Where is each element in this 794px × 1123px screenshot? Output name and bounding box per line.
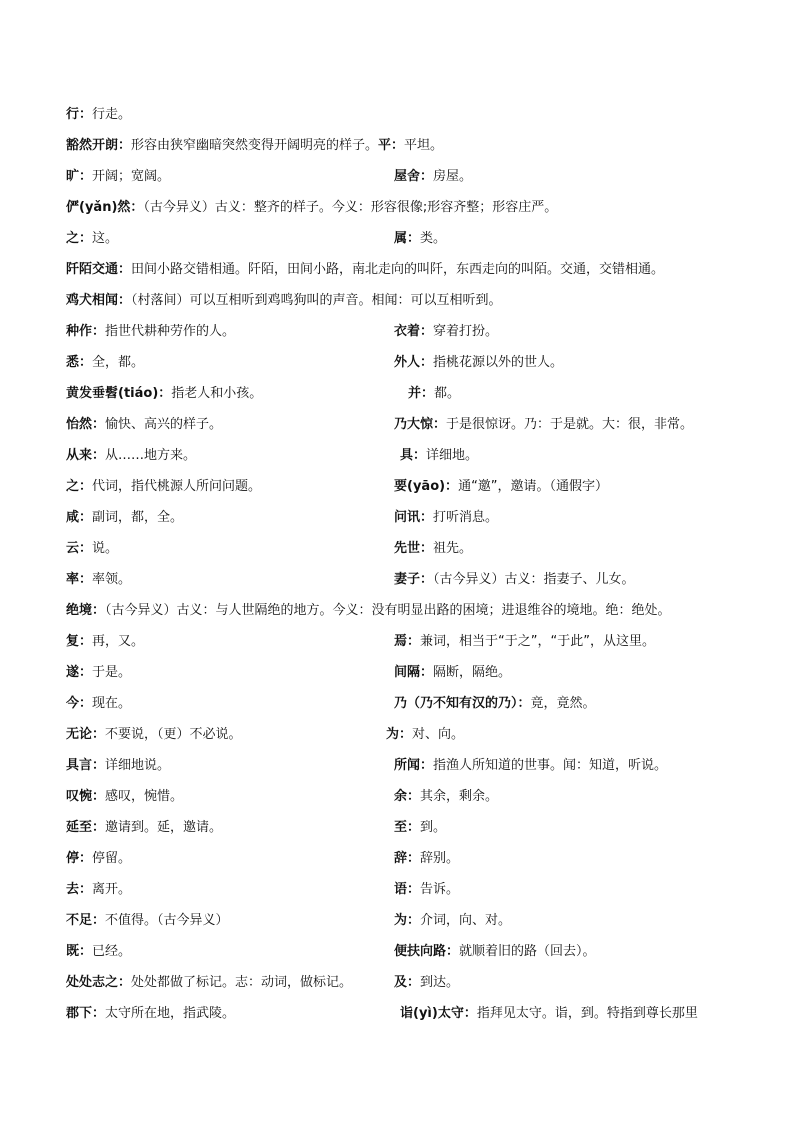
glossary-row	[66, 409, 746, 440]
glossary-entry-left: 去：离开。	[66, 882, 132, 897]
glossary-row	[66, 440, 746, 471]
glossary-entry-right: 焉：兼词，相当于“于之”，“于此”，从这里。	[394, 634, 655, 649]
glossary-row	[66, 564, 746, 595]
glossary-entry-left: 怡然：愉快、高兴的样子。	[66, 417, 223, 432]
glossary-row	[66, 192, 746, 223]
glossary-entry-right: 并：都。	[408, 386, 461, 401]
glossary-row	[66, 595, 746, 626]
glossary-entry: 绝境：（古今异义）古义：与人世隔绝的地方。今义：没有明显出路的困境；进退维谷的境地。绝：绝处。	[66, 603, 671, 618]
glossary-entry-right: 余：其余，剩余。	[394, 789, 499, 804]
glossary-entry-left: 叹惋：感叹，惋惜。	[66, 789, 184, 804]
glossary-row	[66, 161, 746, 192]
glossary-row	[66, 719, 746, 750]
glossary-entry-right: 为：对、向。	[386, 727, 465, 742]
glossary-entry-right: 问讯：打听消息。	[394, 510, 499, 525]
glossary-row	[66, 316, 746, 347]
glossary-entry-right: 为：介词，向、对。	[394, 913, 512, 928]
glossary-entry-right: 语：告诉。	[394, 882, 460, 897]
glossary-row	[66, 657, 746, 688]
glossary-entry-left: 郡下：太守所在地，指武陵。	[66, 1006, 236, 1021]
glossary-row	[66, 254, 746, 285]
glossary-row	[66, 688, 746, 719]
glossary-entry: 豁然开朗：形容由狭窄幽暗突然变得开阔明亮的样子。平：平坦。	[66, 138, 444, 153]
glossary-entry-right: 属：类。	[394, 231, 447, 246]
glossary-entry-left: 具言：详细地说。	[66, 758, 171, 773]
glossary-row	[66, 285, 746, 316]
glossary-entry: 阡陌交通：田间小路交错相通。阡陌，田间小路，南北走向的叫阡，东西走向的叫陌。交通，交错相通。	[66, 262, 665, 277]
glossary-row	[66, 998, 746, 1029]
glossary-entry-right: 便扶向路：就顺着旧的路（回去）。	[394, 944, 596, 959]
glossary-entry-left: 云：说。	[66, 541, 119, 556]
glossary-row	[66, 130, 746, 161]
glossary-entry: 鸡犬相闻：（村落间）可以互相听到鸡鸣狗叫的声音。相闻：可以互相听到。	[66, 293, 502, 308]
glossary-entry-right: 衣着：穿着打扮。	[394, 324, 499, 339]
glossary-row	[66, 502, 746, 533]
glossary-row	[66, 223, 746, 254]
glossary-entry-left: 既：已经。	[66, 944, 132, 959]
glossary-entry-left: 延至：邀请到。延，邀请。	[66, 820, 223, 835]
glossary-row	[66, 626, 746, 657]
glossary-row	[66, 347, 746, 378]
glossary-entry-left: 率：率领。	[66, 572, 132, 587]
glossary-entry-right: 先世：祖先。	[394, 541, 473, 556]
glossary-entry-right: 乃大惊：于是很惊讶。乃：于是就。大：很，非常。	[394, 417, 694, 432]
glossary-row	[66, 843, 746, 874]
glossary-entry-right: 乃（乃不知有汉的乃）：竟，竟然。	[394, 696, 596, 711]
glossary-entry-left: 停：停留。	[66, 851, 132, 866]
glossary-row	[66, 967, 746, 998]
glossary-row	[66, 99, 746, 130]
glossary-row	[66, 905, 746, 936]
glossary-entry-left: 旷：开阔；宽阔。	[66, 169, 171, 184]
glossary-entry-left: 复：再，又。	[66, 634, 145, 649]
glossary-entry-left: 悉：全，都。	[66, 355, 145, 370]
glossary-entry-left: 今：现在。	[66, 696, 132, 711]
glossary-entry-left: 种作：指世代耕种劳作的人。	[66, 324, 236, 339]
glossary-row	[66, 533, 746, 564]
glossary-row	[66, 781, 746, 812]
glossary-page	[66, 99, 746, 1029]
glossary-row	[66, 936, 746, 967]
glossary-entry-right: 间隔：隔断，隔绝。	[394, 665, 512, 680]
glossary-row	[66, 874, 746, 905]
glossary-entry-left: 处处志之：处处都做了标记。志：动词，做标记。	[66, 975, 353, 990]
glossary-entry-right: 诣(yì)太守：指拜见太守。诣，到。特指到尊长那里	[400, 1006, 698, 1021]
glossary-entry-left: 不足：不值得。（古今异义）	[66, 913, 229, 928]
glossary-entry-right: 屋舍：房屋。	[394, 169, 473, 184]
glossary-entry: 俨(yǎn)然：（古今异义）古义：整齐的样子。今义：形容很像;形容齐整；形容庄严。	[66, 200, 558, 215]
glossary-entry-right: 妻子：（古今异义）古义：指妻子、儿女。	[394, 572, 635, 587]
glossary-entry-left: 遂：于是。	[66, 665, 132, 680]
glossary-entry-left: 之：代词，指代桃源人所问问题。	[66, 479, 262, 494]
glossary-row	[66, 471, 746, 502]
glossary-entry-left: 之：这。	[66, 231, 119, 246]
glossary-row	[66, 750, 746, 781]
glossary-entry-left: 咸：副词，都，全。	[66, 510, 184, 525]
glossary-row	[66, 812, 746, 843]
glossary-entry-right: 及：到达。	[394, 975, 460, 990]
glossary-entry: 行：行走。	[66, 107, 132, 122]
glossary-entry-left: 从来：从……地方来。	[66, 448, 197, 463]
glossary-entry-right: 所闻：指渔人所知道的世事。闻：知道，听说。	[394, 758, 668, 773]
glossary-entry-right: 辞：辞别。	[394, 851, 460, 866]
glossary-entry-right: 具：详细地。	[400, 448, 479, 463]
glossary-entry-right: 要(yāo)：通“邀”，邀请。（通假字）	[394, 479, 609, 494]
glossary-row	[66, 378, 746, 409]
glossary-entry-right: 外人：指桃花源以外的世人。	[394, 355, 564, 370]
glossary-entry-left: 黄发垂髫(tiáo)：指老人和小孩。	[66, 386, 263, 401]
glossary-entry-left: 无论：不要说，（更）不必说。	[66, 727, 242, 742]
glossary-entry-right: 至：到。	[394, 820, 447, 835]
